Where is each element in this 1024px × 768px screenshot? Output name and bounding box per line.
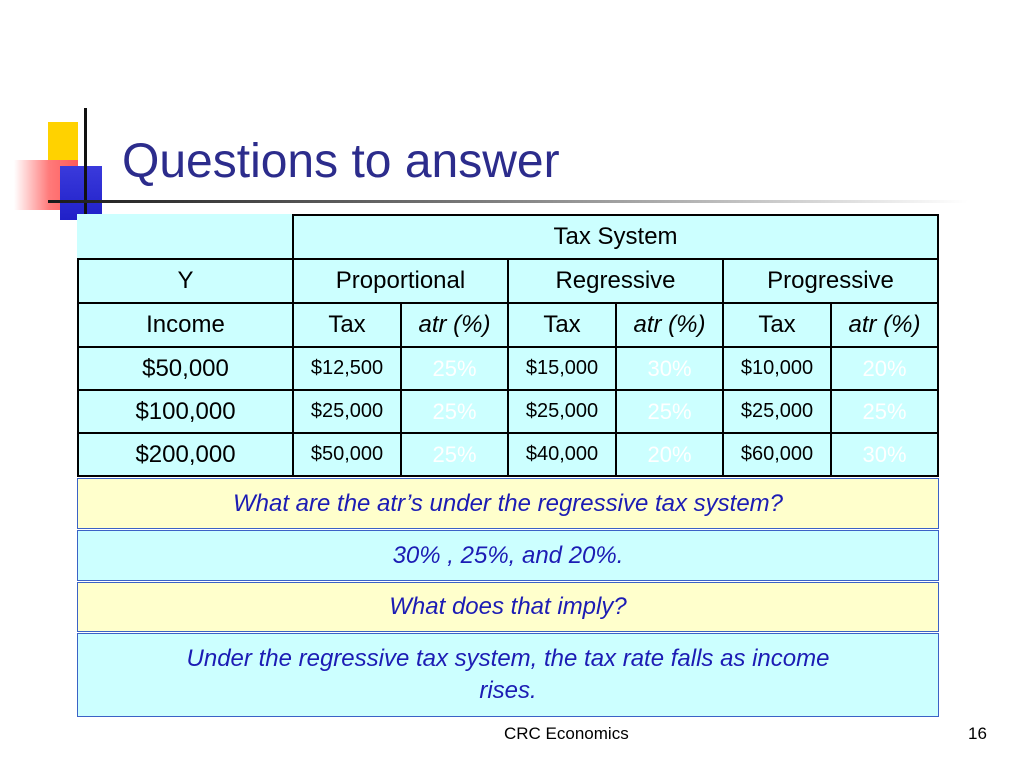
income-cell: $200,000 — [78, 433, 293, 476]
tax-header-cell: Tax — [508, 303, 616, 347]
table-row — [78, 390, 938, 433]
page-number: 16 — [968, 724, 987, 743]
atr-cell: 25% — [616, 390, 723, 433]
tax-cell: $12,500 — [293, 347, 401, 390]
income-cell: $100,000 — [78, 390, 293, 433]
tax-cell: $15,000 — [508, 347, 616, 390]
tax-header-cell: Tax — [723, 303, 831, 347]
atr-header-cell: atr (%) — [831, 303, 938, 347]
table-row — [78, 433, 938, 476]
atr-header-cell: atr (%) — [401, 303, 508, 347]
table-header-row — [78, 215, 938, 259]
answer-text: Under the regressive tax system, the tax rate falls as income rises. — [186, 645, 830, 704]
group-header-cell: Tax System — [293, 215, 938, 259]
question-box — [77, 582, 939, 632]
atr-cell: 25% — [401, 433, 508, 476]
system-header-row — [78, 259, 938, 303]
system-header-progressive: Progressive — [723, 259, 938, 303]
column-header-row — [78, 303, 938, 347]
system-header-regressive: Regressive — [508, 259, 723, 303]
answer-box — [77, 633, 939, 717]
answer-text: 30% , 25%, and 20%. — [392, 541, 624, 569]
answer-box — [77, 530, 939, 581]
income-cell: $50,000 — [78, 347, 293, 390]
tax-cell: $40,000 — [508, 433, 616, 476]
atr-cell: 25% — [401, 347, 508, 390]
atr-cell: 20% — [616, 433, 723, 476]
atr-cell: 20% — [831, 347, 938, 390]
question-box — [77, 478, 939, 529]
header-corner-cell — [78, 215, 293, 259]
tax-cell: $25,000 — [508, 390, 616, 433]
tax-cell: $60,000 — [723, 433, 831, 476]
tax-cell: $10,000 — [723, 347, 831, 390]
y-header-cell: Y — [78, 259, 293, 303]
atr-cell: 25% — [831, 390, 938, 433]
income-header-cell: Income — [78, 303, 293, 347]
question-text: What are the atr’s under the regressive tax system? — [232, 489, 784, 517]
tax-system-table — [77, 214, 939, 477]
slide-title: Questions to answer — [122, 135, 560, 188]
atr-cell: 30% — [616, 347, 723, 390]
footer-text: CRC Economics — [504, 724, 629, 743]
title-underline — [48, 200, 968, 203]
decor-blue-square — [60, 166, 102, 220]
atr-header-cell: atr (%) — [616, 303, 723, 347]
table-row — [78, 347, 938, 390]
decor-vertical-line — [84, 108, 87, 228]
tax-header-cell: Tax — [293, 303, 401, 347]
question-text: What does that imply? — [389, 593, 627, 620]
tax-cell: $50,000 — [293, 433, 401, 476]
system-header-proportional: Proportional — [293, 259, 508, 303]
atr-cell: 25% — [401, 390, 508, 433]
tax-cell: $25,000 — [723, 390, 831, 433]
decor-yellow-square — [48, 122, 78, 164]
atr-cell: 30% — [831, 433, 938, 476]
tax-cell: $25,000 — [293, 390, 401, 433]
